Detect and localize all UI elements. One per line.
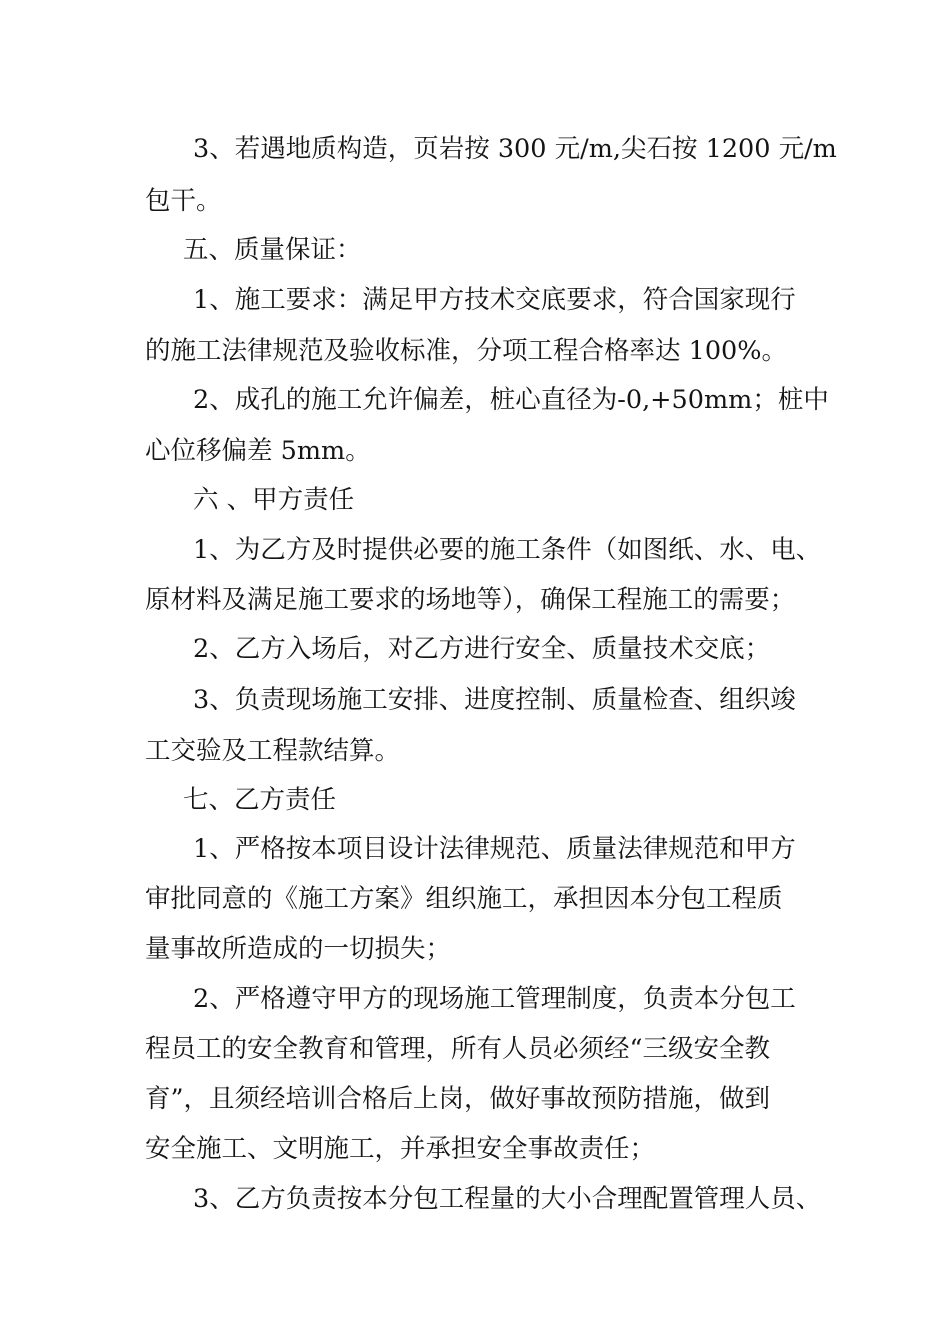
- text-line: 2、严格遵守甲方的现场施工管理制度，负责本分包工: [193, 984, 796, 1014]
- text-line: 审批同意的《施工方案》组织施工，承担因本分包工程质: [145, 884, 783, 914]
- text-line: 安全施工、文明施工，并承担安全事故责任；: [145, 1134, 656, 1164]
- text-line: 1、严格按本项目设计法律规范、质量法律规范和甲方: [193, 834, 796, 864]
- text-line: 3、乙方负责按本分包工程量的大小合理配置管理人员、: [193, 1184, 822, 1214]
- text-line: 的施工法律规范及验收标准，分项工程合格率达 100%。: [145, 336, 788, 366]
- text-line: 3、若遇地质构造，页岩按 300 元/m,尖石按 1200 元/m: [193, 134, 837, 164]
- text-line: 工交验及工程款结算。: [145, 736, 401, 766]
- text-line: 心位移偏差 5mm。: [145, 436, 371, 466]
- text-line: 育”，且须经培训合格后上岗，做好事故预防措施，做到: [145, 1084, 771, 1114]
- text-line: 原材料及满足施工要求的场地等），确保工程施工的需要；: [145, 585, 796, 615]
- section-heading: 六 、甲方责任: [193, 485, 355, 515]
- text-line: 2、乙方入场后，对乙方进行安全、质量技术交底；: [193, 634, 771, 664]
- section-heading: 五、质量保证：: [183, 235, 362, 265]
- section-heading: 七、乙方责任: [183, 785, 337, 815]
- text-line: 量事故所造成的一切损失；: [145, 934, 452, 964]
- text-line: 程员工的安全教育和管理，所有人员必须经“三级安全教: [145, 1034, 771, 1064]
- text-line: 1、施工要求：满足甲方技术交底要求，符合国家现行: [193, 285, 796, 315]
- text-line: 2、成孔的施工允许偏差，桩心直径为-0,+50mm；桩中: [193, 385, 829, 415]
- text-line: 包干。: [145, 186, 222, 216]
- text-line: 3、负责现场施工安排、进度控制、质量检查、组织竣: [193, 685, 796, 715]
- text-line: 1、为乙方及时提供必要的施工条件（如图纸、水、电、: [193, 535, 822, 565]
